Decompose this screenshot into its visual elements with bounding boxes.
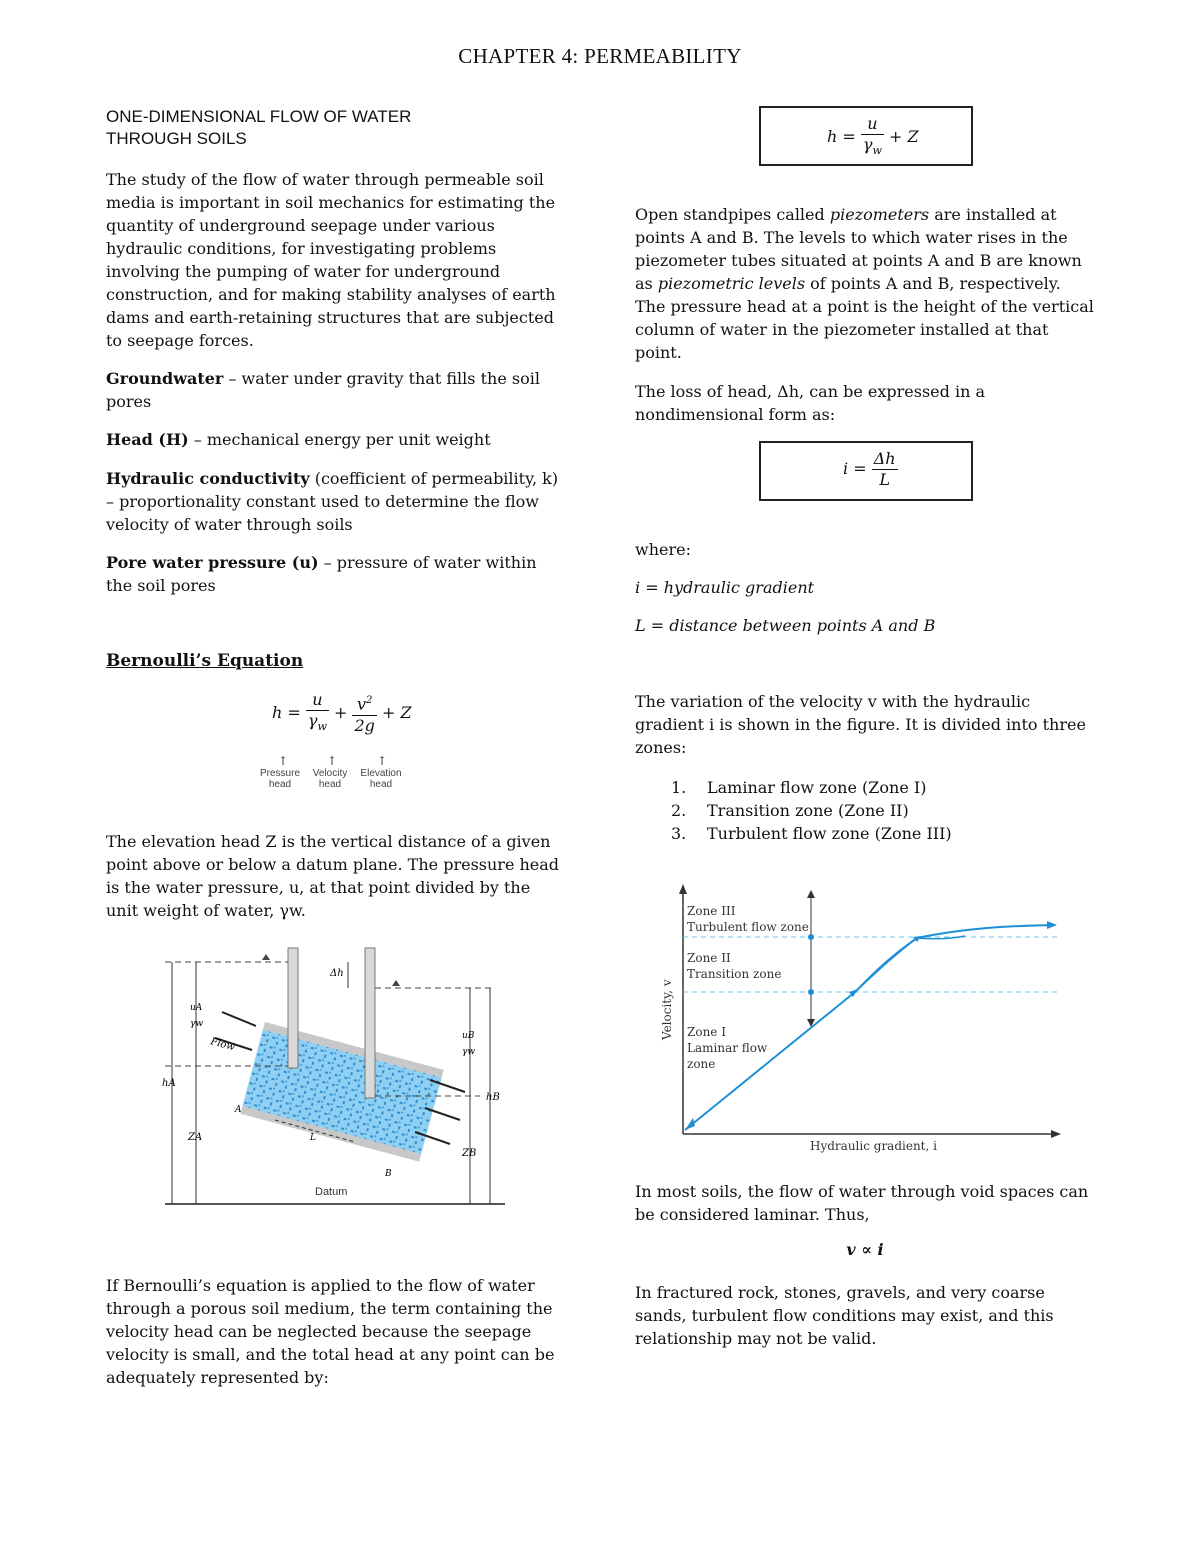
definition-term: Head (H)	[106, 430, 189, 449]
velocity-gradient-graph	[655, 880, 1075, 1155]
list-item: 1. Laminar flow zone (Zone I)	[671, 778, 927, 797]
svg-text:hB: hB	[486, 1092, 500, 1103]
zone1-title: Zone I	[687, 1025, 726, 1039]
where-label: where:	[635, 540, 691, 559]
piezometer-text-3: of points A and B, respectively. The pressure head at a point is the height of the vertical column of water in the piezometer installed at that point.	[635, 274, 1094, 362]
svg-text:uB: uB	[462, 1031, 475, 1041]
piezometer-b	[365, 948, 375, 1098]
page-title: CHAPTER 4: PERMEABILITY	[458, 44, 742, 68]
hydraulic-gradient-equation: i = $\frac{\Delta h}{L}$	[843, 449, 896, 489]
definition-groundwater	[106, 367, 566, 413]
y-axis-label: Velocity, v	[660, 979, 674, 1040]
definition-text: – mechanical energy per unit weight	[188, 430, 491, 449]
piezometer-paragraph	[635, 203, 1095, 364]
svg-text:γw: γw	[462, 1047, 476, 1057]
svg-text:hA: hA	[162, 1078, 176, 1089]
zone3-subtitle: Turbulent flow zone	[687, 920, 809, 934]
svg-text:γw: γw	[190, 1019, 204, 1029]
bernoulli-equation: h = $\frac{u}{\gamma_w}$ + $\frac{v^2}{2g}$ + Z	[272, 690, 412, 735]
svg-text:uA: uA	[190, 1003, 203, 1013]
definition-term: Groundwater	[106, 369, 224, 388]
svg-text:ZA: ZA	[188, 1132, 203, 1143]
svg-text:B: B	[385, 1169, 392, 1179]
pressure-head-label: Pressure head	[259, 768, 300, 790]
x-axis-label: Hydraulic gradient, i	[810, 1139, 937, 1153]
datum-label: Datum	[315, 1186, 348, 1198]
piezometer-term: piezometers	[829, 205, 930, 224]
zone1-subtitle-2: zone	[687, 1057, 716, 1071]
svg-text:Flow: Flow	[209, 1036, 236, 1054]
elevation-paragraph: The elevation head Z is the vertical distance of a given point above or below a datum plane. The pressure head is the water pressure, u, at that point divided by the unit weight of water, γw.	[106, 832, 560, 920]
fractured-rock-paragraph: In fractured rock, stones, gravels, and very coarse sands, turbulent flow conditions may exist, and this relationship may not be valid.	[635, 1283, 1054, 1348]
piezometric-term: piezometric levels	[657, 274, 806, 293]
definition-head	[106, 428, 566, 451]
total-head-equation: h = $\frac{u}{\gamma_w}$ + Z	[827, 114, 919, 158]
hydraulic-gradient-equation-box	[759, 441, 973, 501]
loss-of-head-paragraph: The loss of head, Δh, can be expressed in a nondimensional form as:	[635, 382, 985, 424]
piezometer-text-1: Open standpipes called	[635, 205, 830, 224]
list-item: 2. Transition zone (Zone II)	[671, 801, 909, 820]
velocity-curve	[685, 925, 1055, 1130]
zone2-subtitle: Transition zone	[687, 967, 782, 981]
intro-paragraph: The study of the flow of water through permeable soil media is important in soil mechanics for estimating the quantity of underground seepage under various hydraulic conditions, for investigating problems involving the pumping of water for underground construction, and for making stability analyses of earth dams and earth-retaining structures that are subjected to seepage forces.	[106, 170, 556, 350]
svg-text:ZB: ZB	[462, 1148, 477, 1159]
total-head-equation-box	[759, 106, 973, 166]
bernoulli-heading: Bernoulli’s Equation	[106, 651, 304, 671]
piezometer-text-2: are installed at points A and B. The levels to which water rises in the piezometer tubes situated at points A and B are known as	[635, 205, 1082, 293]
laminar-paragraph: In most soils, the flow of water through void spaces can be considered laminar. Thus,	[635, 1182, 1089, 1224]
variation-paragraph: The variation of the velocity v with the hydraulic gradient i is shown in the figure. It is divided into three zones:	[635, 692, 1086, 757]
definition-term: Hydraulic conductivity	[106, 469, 310, 488]
definition-text: – water under gravity that fills the soil pores	[106, 369, 540, 411]
velocity-head-label: Velocity head	[312, 768, 348, 790]
zone2-title: Zone II	[687, 951, 731, 965]
section-heading	[106, 106, 566, 150]
closing-paragraph: If Bernoulli’s equation is applied to the flow of water through a porous soil medium, the term containing the velocity head can be neglected because the seepage velocity is small, and the total head at any point can be adequately represented by:	[106, 1276, 555, 1387]
list-item: 3. Turbulent flow zone (Zone III)	[671, 824, 952, 843]
definition-text: – pressure of water within the soil pores	[106, 553, 537, 595]
soil-flow-diagram	[160, 940, 510, 1215]
zone1-subtitle-1: Laminar flow	[687, 1041, 768, 1055]
definition-l: L = distance between points A and B	[635, 616, 936, 635]
piezometer-a	[288, 948, 298, 1068]
definition-pore-water-pressure	[106, 551, 566, 597]
definition-term: Pore water pressure (u)	[106, 553, 319, 572]
zones-list	[671, 776, 952, 845]
proportionality-equation: v ∝ i	[846, 1240, 884, 1259]
definition-text: (coefficient of permeability, k) – proportionality constant used to determine the flow velocity of water through soils	[106, 469, 559, 534]
svg-text:A: A	[235, 1105, 242, 1115]
elevation-head-label: Elevation head	[360, 768, 402, 790]
zone3-title: Zone III	[687, 904, 736, 918]
svg-text:Δh: Δh	[330, 968, 344, 979]
definition-i: i = hydraulic gradient	[635, 578, 815, 597]
definition-hydraulic-conductivity	[106, 467, 566, 536]
section-heading-line2: THROUGH SOILS	[106, 129, 247, 148]
svg-text:L: L	[310, 1133, 316, 1143]
section-heading-line1: ONE-DIMENSIONAL FLOW OF WATER	[106, 107, 412, 126]
